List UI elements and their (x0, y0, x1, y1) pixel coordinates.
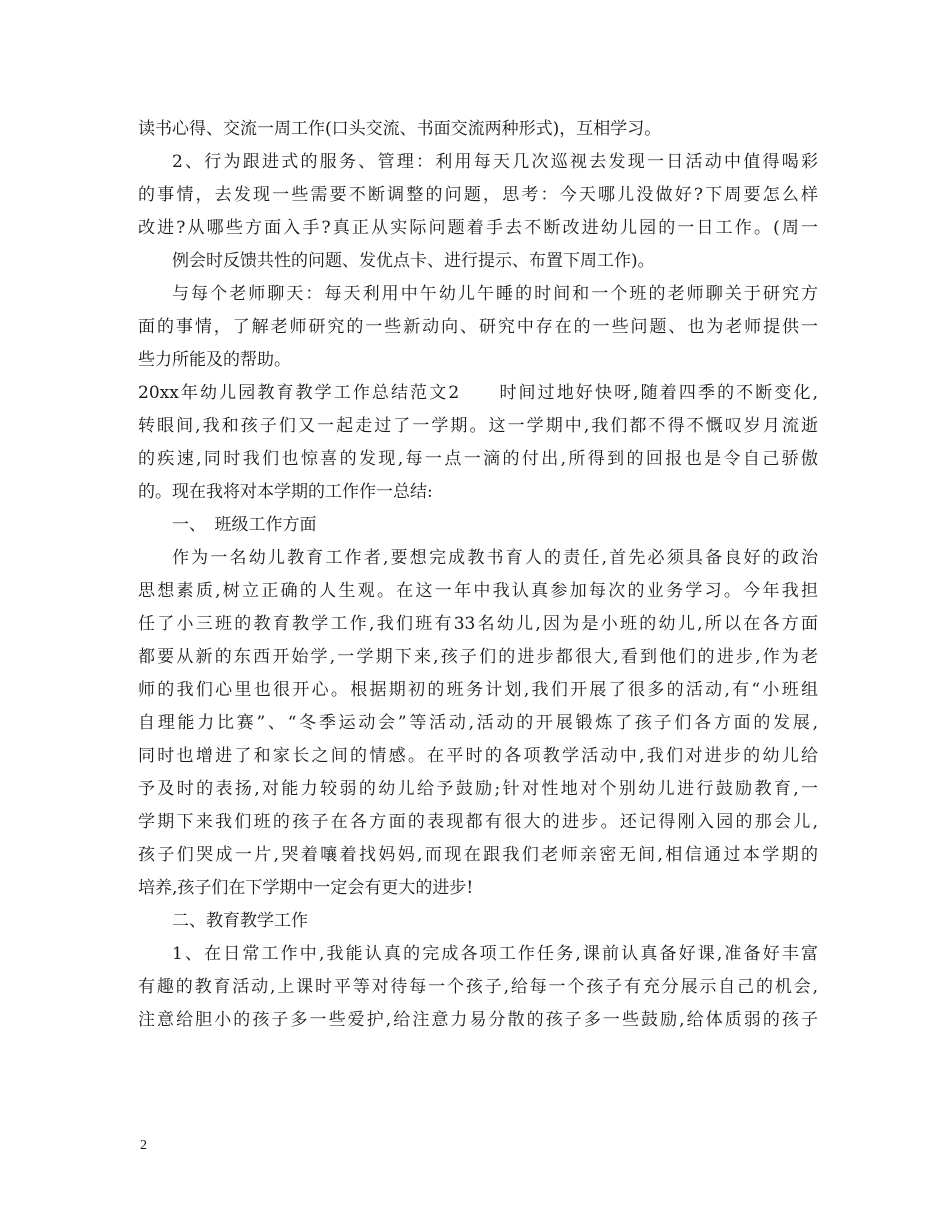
text-line: 的。现在我将对本学期的工作作一总结: (138, 482, 433, 502)
document-body (138, 113, 818, 1037)
text-line: 作为一名幼儿教育工作者,要想完成教书育人的责任,首先必须具备良好的政治 (172, 548, 818, 568)
text-line: 自理能力比赛”、“冬季运动会”等活动,活动的开展锻炼了孩子们各方面的发展, (138, 713, 818, 733)
text-line: 师的我们心里也很开心。根据期初的班务计划,我们开展了很多的活动,有“小班组 (138, 680, 818, 700)
text-line: 1、在日常工作中,我能认真的完成各项工作任务,课前认真备好课,准备好丰富 (172, 944, 818, 964)
text-line: 有趣的教育活动,上课时平等对待每一个孩子,给每一个孩子有充分展示自己的机会, (138, 977, 818, 997)
text-line: 孩子们哭成一片,哭着嚷着找妈妈,而现在跟我们老师亲密无间,相信通过本学期的 (138, 845, 818, 865)
text-line: 的疾速,同时我们也惊喜的发现,每一点一滴的付出,所得到的回报也是令自己骄傲 (138, 449, 818, 469)
text-line: 学期下来我们班的孩子在各方面的表现都有很大的进步。还记得刚入园的那会儿, (138, 812, 818, 832)
text-line: 二、教育教学工作 (172, 911, 308, 931)
text-line: 的事情，去发现一些需要不断调整的问题，思考：今天哪儿没做好?下周要怎么样 (138, 185, 818, 205)
text-line: 转眼间,我和孩子们又一起走过了一学期。这一学期中,我们都不得不慨叹岁月流逝 (138, 416, 818, 436)
text-line: 改进?从哪些方面入手?真正从实际问题着手去不断改进幼儿园的一日工作。(周一 (138, 218, 818, 238)
text-line: 面的事情，了解老师研究的一些新动向、研究中存在的一些问题、也为老师提供一 (138, 317, 818, 337)
text-line: 都要从新的东西开始学,一学期下来,孩子们的进步都很大,看到他们的进步,作为老 (138, 647, 818, 667)
text-line: 同时也增进了和家长之间的情感。在平时的各项教学活动中,我们对进步的幼儿给 (138, 746, 818, 766)
text-line: 一、 班级工作方面 (172, 515, 317, 535)
text-line: 2、行为跟进式的服务、管理：利用每天几次巡视去发现一日活动中值得喝彩 (172, 152, 818, 172)
text-line: 读书心得、交流一周工作(口头交流、书面交流两种形式)，互相学习。 (138, 119, 662, 139)
text-line: 与每个老师聊天：每天利用中午幼儿午睡的时间和一个班的老师聊关于研究方 (172, 284, 818, 304)
page-number: 2 (140, 1138, 147, 1153)
text-line: 思想素质,树立正确的人生观。在这一年中我认真参加每次的业务学习。今年我担 (138, 581, 818, 601)
text-line: 注意给胆小的孩子多一些爱护,给注意力易分散的孩子多一些鼓励,给体质弱的孩子 (138, 1010, 818, 1030)
text-line: 例会时反馈共性的问题、发优点卡、进行提示、布置下周工作)。 (172, 251, 655, 271)
text-line: 予及时的表扬,对能力较弱的幼儿给予鼓励;针对性地对个别幼儿进行鼓励教育,一 (138, 779, 818, 799)
text-line: 培养,孩子们在下学期中一定会有更大的进步! (138, 878, 474, 898)
text-line: 任了小三班的教育教学工作,我们班有33名幼儿,因为是小班的幼儿,所以在各方面 (138, 614, 818, 634)
text-line: 20xx年幼儿园教育教学工作总结范文2 时间过地好快呀,随着四季的不断变化, (138, 383, 818, 403)
text-line: 些力所能及的帮助。 (138, 350, 291, 370)
